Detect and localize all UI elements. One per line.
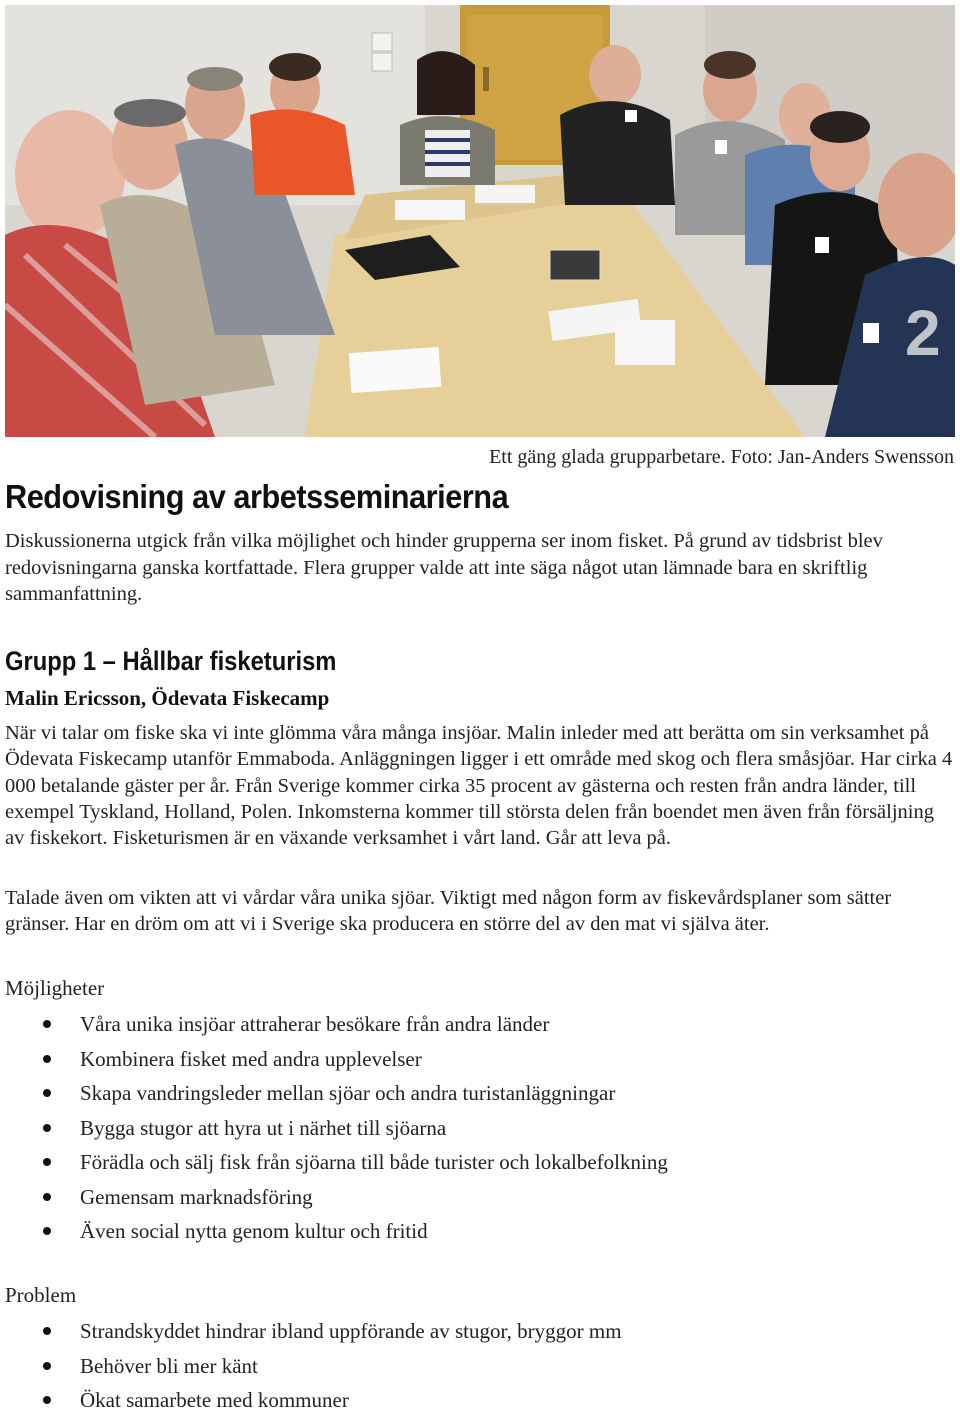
svg-text:2: 2 xyxy=(905,297,941,369)
speaker-name: Malin Ericsson, Ödevata Fiskecamp xyxy=(5,686,330,710)
bullet-icon xyxy=(43,1089,51,1097)
bullet-icon xyxy=(43,1327,51,1335)
bullet-icon xyxy=(43,1158,51,1166)
bullet-icon xyxy=(43,1020,51,1028)
bullet-icon xyxy=(43,1362,51,1370)
group1-paragraph-2: Talade även om vikten att vi vårdar våra unika sjöar. Viktigt med någon form av fiskevårdsplaner som sätter gränser. Har en dröm om att vi i Sverige ska producera en större del av den mat vi själva äter. xyxy=(5,887,892,936)
bullet-icon xyxy=(43,1227,51,1235)
photo-caption: Ett gäng glada grupparbetare. Foto: Jan-Anders Swensson xyxy=(489,446,954,468)
list-item: Förädla och sälj fisk från sjöarna till både turister och lokalbefolkning xyxy=(0,1149,900,1184)
intro-paragraph: Diskussionerna utgick från vilka möjlighet och hinder grupperna ser inom fisket. På grund av tidsbrist blev redovisningarna ganska kortfattade. Flera grupper valde att inte säga något utan lämnade bara en skriftlig sammanfattning. xyxy=(5,530,883,605)
bullet-icon xyxy=(43,1124,51,1132)
group1-paragraph-1: När vi talar om fiske ska vi inte glömma våra många insjöar. Malin inleder med att berätta om sin verksamhet på Ödevata Fiskecamp utanför Emmaboda. Anläggningen ligger i ett område med skog och flera småsjöar. Har cirka 4 000 betalande gäster per år. Från Sverige kommer cirka 35 procent av gästerna och resten från andra länder, till exempel Tyskland, Holland, Polen. Inkomsterna kommer till största delen från boendet men även från försäljning av fiskekort. Fisketurismen är en växande verksamhet i vårt land. Går att leva på. xyxy=(5,722,953,850)
list-item: Kombinera fisket med andra upplevelser xyxy=(0,1046,900,1081)
opportunities-heading: Möjligheter xyxy=(5,976,105,1000)
list-item: Våra unika insjöar attraherar besökare från andra länder xyxy=(0,1011,900,1046)
list-item: Bygga stugor att hyra ut i närhet till sjöarna xyxy=(0,1115,900,1150)
meeting-photo-illustration xyxy=(5,5,955,437)
list-item: Ökat samarbete med kommuner xyxy=(0,1387,900,1422)
opportunities-list xyxy=(0,1011,900,1253)
page-title: Redovisning av arbetsseminarierna xyxy=(5,478,509,515)
group-photo xyxy=(5,5,955,437)
bullet-icon xyxy=(43,1193,51,1201)
list-item: Strandskyddet hindrar ibland uppförande av stugor, bryggor mm xyxy=(0,1318,900,1353)
problems-heading: Problem xyxy=(5,1283,77,1307)
list-item: Skapa vandringsleder mellan sjöar och andra turistanläggningar xyxy=(0,1080,900,1115)
bullet-icon xyxy=(43,1396,51,1404)
list-item: Behöver bli mer känt xyxy=(0,1353,900,1388)
group1-heading: Grupp 1 – Hållbar fisketurism xyxy=(5,646,337,676)
bullet-icon xyxy=(43,1055,51,1063)
list-item: Gemensam marknadsföring xyxy=(0,1184,900,1219)
problems-list xyxy=(0,1318,900,1422)
list-item: Även social nytta genom kultur och fritid xyxy=(0,1218,900,1253)
